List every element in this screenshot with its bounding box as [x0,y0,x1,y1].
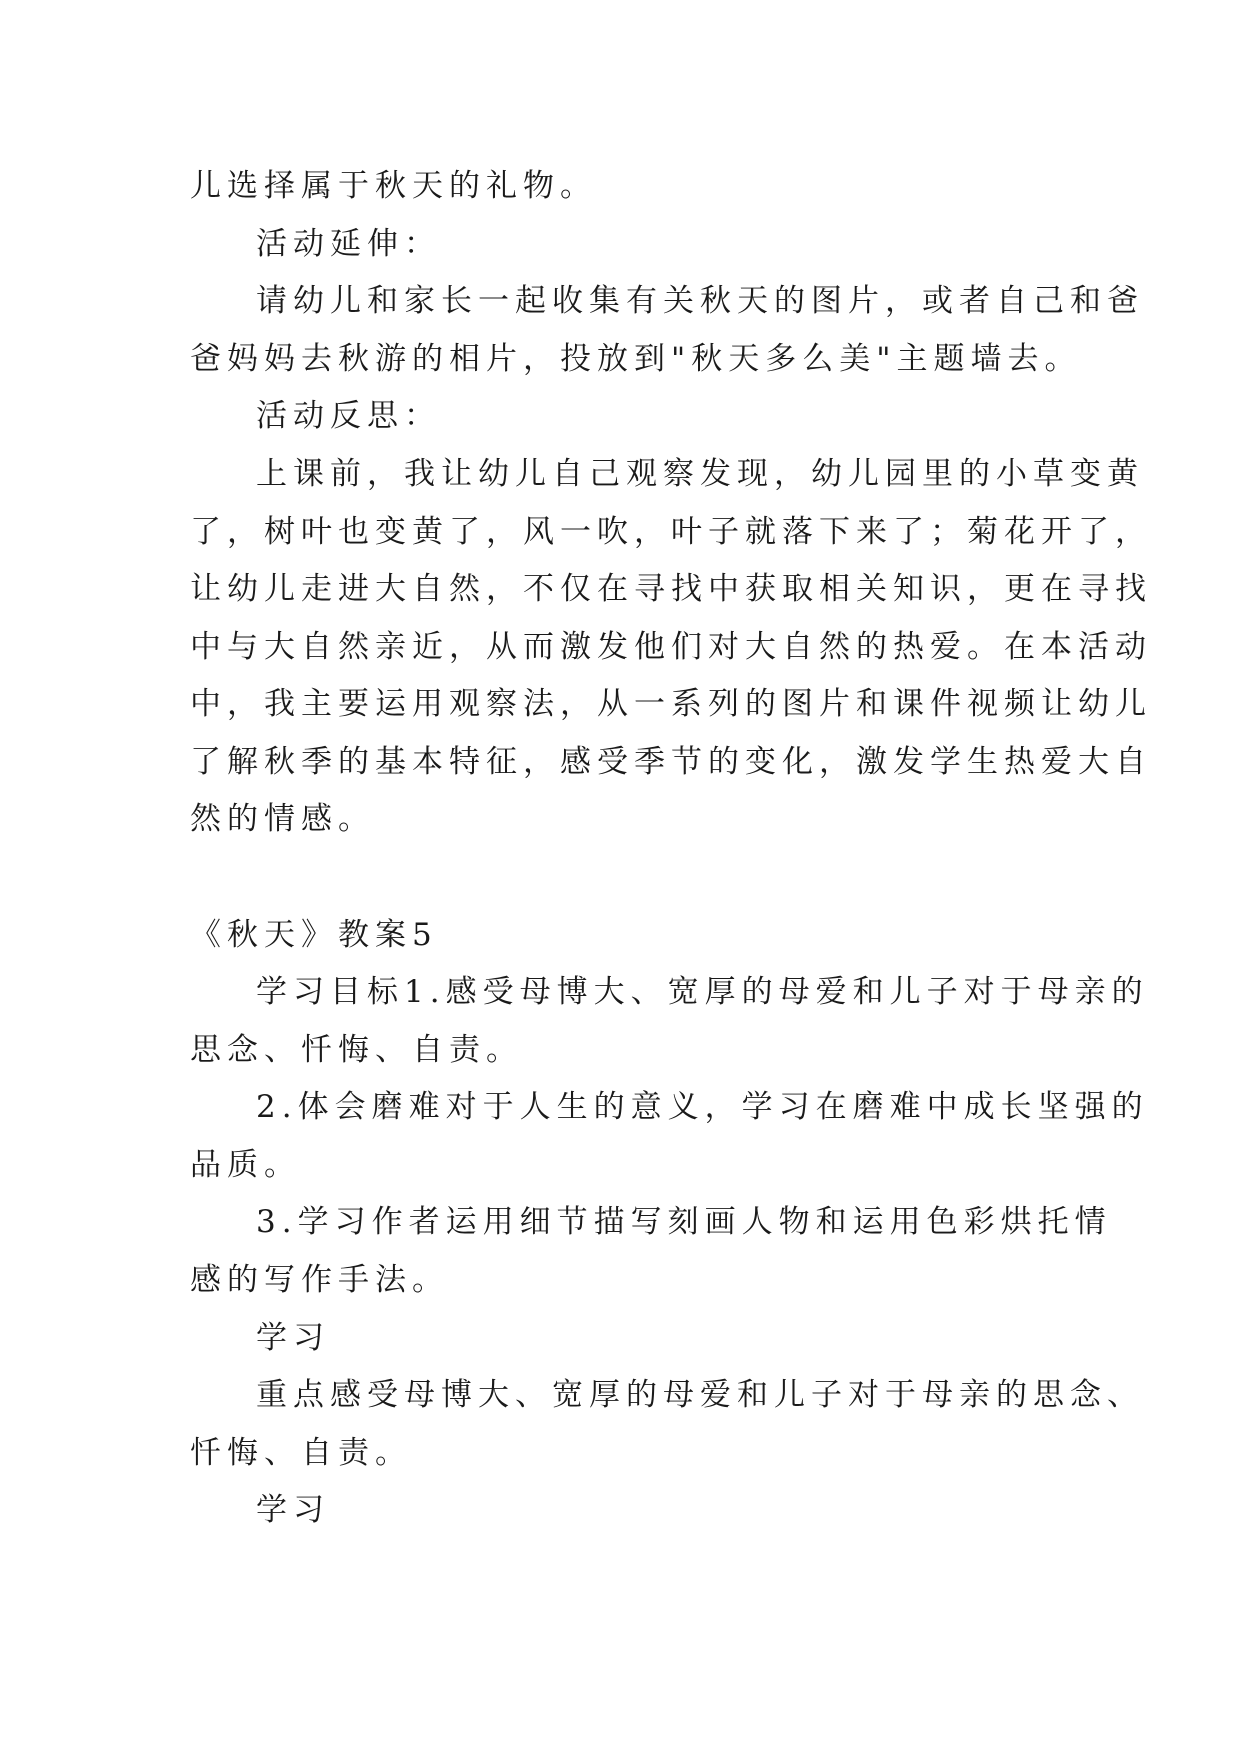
text-line: 请幼儿和家长一起收集有关秋天的图片，或者自己和爸 [256,283,1144,319]
text-line: 上课前，我让幼儿自己观察发现，幼儿园里的小草变黄 [256,456,1144,492]
text-line: 学习 [256,1492,330,1528]
text-line: 感的写作手法。 [190,1262,449,1298]
text-line: 儿选择属于秋天的礼物。 [190,168,597,204]
text-line: 品质。 [190,1147,301,1183]
text-line: 忏悔、自责。 [190,1435,412,1471]
text-line: 重点感受母博大、宽厚的母爱和儿子对于母亲的思念、 [256,1377,1144,1413]
text-line: 中与大自然亲近，从而激发他们对大自然的热爱。在本活动 [190,629,1152,665]
section-heading-activity-reflection: 活动反思： [256,398,441,434]
text-line: 了，树叶也变黄了，风一吹，叶子就落下来了；菊花开了， [190,514,1152,550]
text-line: 了解秋季的基本特征，感受季节的变化，激发学生热爱大自 [190,744,1152,780]
section-heading-activity-extension: 活动延伸： [256,226,441,262]
text-line: 学习目标1.感受母博大、宽厚的母爱和儿子对于母亲的 [256,974,1149,1010]
lesson-plan-title: 《秋天》教案5 [190,917,438,953]
text-line: 思念、忏悔、自责。 [190,1032,523,1068]
text-line: 让幼儿走进大自然，不仅在寻找中获取相关知识，更在寻找 [190,571,1152,607]
text-line: 3.学习作者运用细节描写刻画人物和运用色彩烘托情 [256,1204,1112,1240]
text-line: 爸妈妈去秋游的相片，投放到"秋天多么美"主题墙去。 [190,341,1082,377]
text-line: 然的情感。 [190,801,375,837]
text-line: 2.体会磨难对于人生的意义，学习在磨难中成长坚强的 [256,1089,1149,1125]
text-line: 中，我主要运用观察法，从一系列的图片和课件视频让幼儿 [190,686,1152,722]
text-line: 学习 [256,1320,330,1356]
